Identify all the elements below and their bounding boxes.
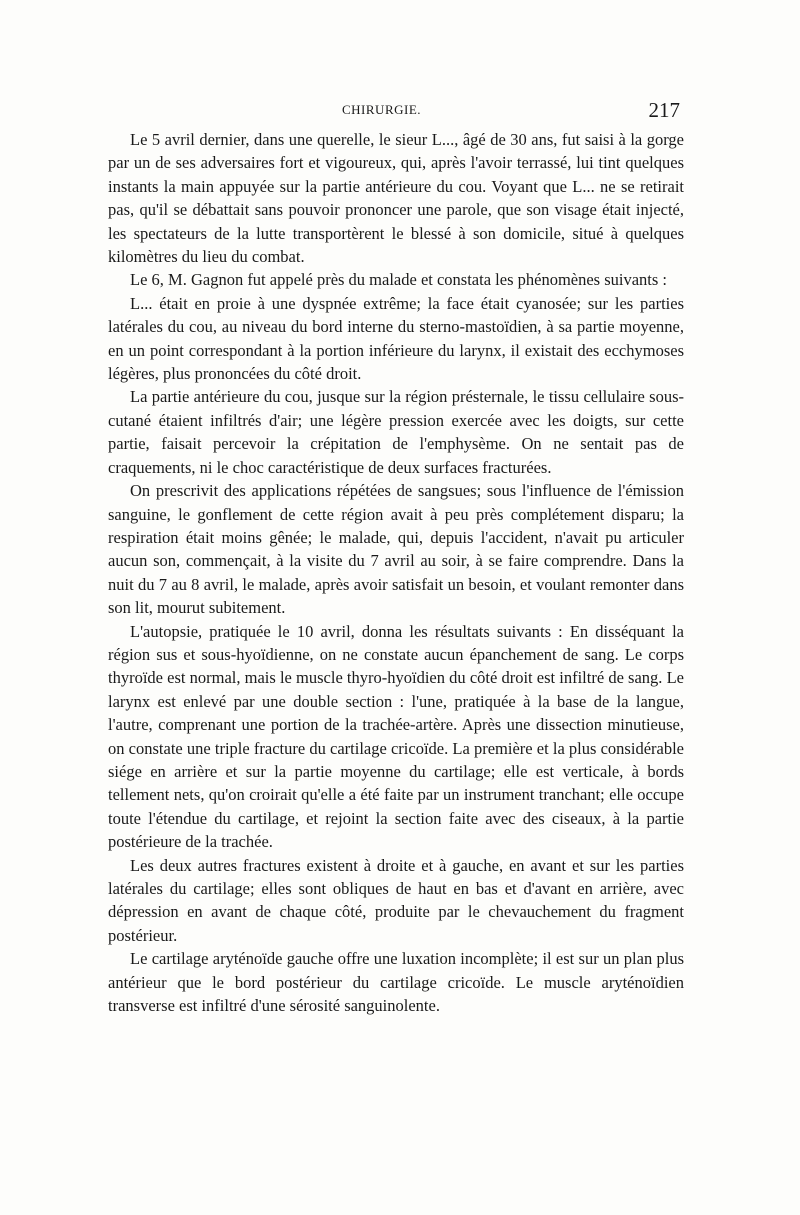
paragraph: Le 6, M. Gagnon fut appelé près du malade et constata les phénomènes suivants : bbox=[130, 270, 668, 290]
body-text bbox=[108, 128, 684, 1017]
paragraph: Le 5 avril dernier, dans une querelle, le sieur L..., âgé de 30 ans, fut saisi à la gorge par un de ses adversaires fort et vigoureux, qui, après l'avoir terrassé, lui tint quelques instants la main appuyée sur la partie antérieure du cou. Voyant que L... ne se retirait pas, qu'il se débattait sans pouvoir prononcer une parole, que son visage était injecté, les spectateurs de la lutte transportèrent le blessé à son domicile, situé à quelques kilomètres du lieu du combat. bbox=[108, 130, 684, 267]
paragraph: Les deux autres fractures existent à droite et à gauche, en avant et sur les parties latérales du cartilage; elles sont obliques de haut en bas et d'avant en arrière, avec dépression en avant de chaque côté, produite par le chevauchement du fragment postérieur. bbox=[108, 855, 684, 945]
paragraph: L'autopsie, pratiquée le 10 avril, donna les résultats suivants : En disséquant la région sus et sous-hyoïdienne, on ne constate aucun épanchement de sang. Le corps thyroïde est normal, mais le muscle thyro-hyoïdien du côté droit est infiltré de sang. Le larynx est enlevé par une double section : l'une, pratiquée à la base de la langue, l'autre, comprenant une portion de la trachée-artère. Après une dissection minutieuse, on constate une triple fracture du cartilage cricoïde. La première et la plus considérable siége en arrière et sur la partie moyenne du cartilage; elle est verticale, à bords tellement nets, qu'on croirait qu'elle a été faite par un instrument tranchant; elle occupe toute l'étendue du cartilage, et rejoint la section faite avec des ciseaux, à la partie postérieure de la trachée. bbox=[108, 621, 684, 852]
paragraph: L... était en proie à une dyspnée extrême; la face était cyanosée; sur les parties latérales du cou, au niveau du bord interne du sterno-mastoïdien, à sa partie moyenne, en un point correspondant à la portion inférieure du larynx, il existait des ecchymoses légères, plus prononcées du côté droit. bbox=[108, 293, 684, 384]
running-head-title: CHIRURGIE. bbox=[342, 102, 422, 117]
running-head bbox=[110, 98, 680, 122]
paragraph: Le cartilage aryténoïde gauche offre une luxation incomplète; il est sur un plan plus antérieur que le bord postérieur du cartilage cricoïde. Le muscle aryténoïdien transverse est infiltré d'une sérosité sanguinolente. bbox=[108, 949, 684, 1016]
paragraph: La partie antérieure du cou, jusque sur la région présternale, le tissu cellulaire sous-cutané étaient infiltrés d'air; une légère pression exercée avec les doigts, sur cette partie, faisait percevoir la crépitation de l'emphysème. On ne sentait pas de craquements, ni le choc caractéristique de deux surfaces fracturées. bbox=[108, 387, 684, 477]
page-number: 217 bbox=[648, 98, 680, 122]
paragraph: On prescrivit des applications répétées de sangsues; sous l'influence de l'émission sanguine, le gonflement de cette région avait à peu près complétement disparu; la respiration était moins gênée; le malade, qui, depuis l'accident, n'avait pu articuler aucun son, commençait, à la visite du 7 avril au soir, à se faire comprendre. Dans la nuit du 7 au 8 avril, le malade, après avoir satisfait un besoin, et voulant remonter dans son lit, mourut subitement. bbox=[108, 481, 684, 618]
